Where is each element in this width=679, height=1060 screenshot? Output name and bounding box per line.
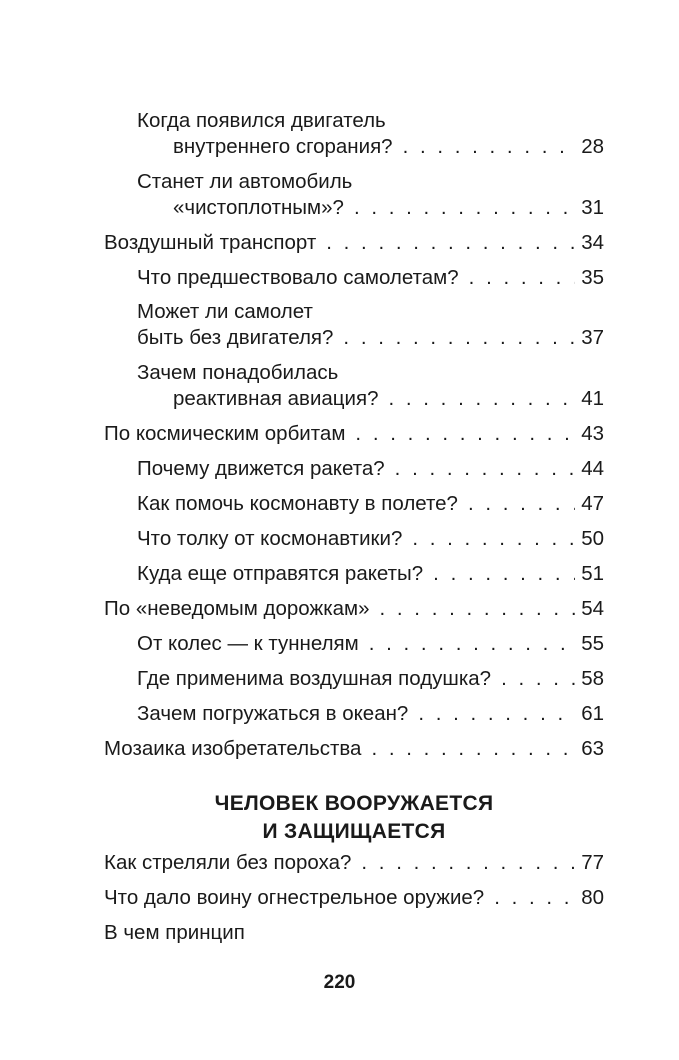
toc-entry-title-line: Когда появился двигатель [137,109,386,132]
dot-leader [354,195,575,221]
toc-entry-title-line: Зачем понадобилась [137,361,339,384]
toc-page-number: 31 [581,196,604,219]
toc-page-number: 80 [581,886,604,909]
toc-entry [137,526,604,552]
toc-entry [137,169,604,221]
toc-entry-title: Где применима воздушная подушка? [137,667,492,690]
toc-page-number: 34 [581,231,604,254]
dot-leader [501,666,575,692]
toc-entry-title: Как помочь космонавту в полете? [137,492,458,515]
page-number: 220 [323,972,356,993]
toc-entry-title: В чем принцип [104,921,245,944]
dot-leader [343,325,575,351]
toc-entry [104,920,604,946]
toc-entry [137,491,604,517]
section-heading [104,790,604,846]
section-heading-line: ЧЕЛОВЕК ВООРУЖАЕТСЯ [214,792,494,815]
toc-entry-title: Почему движется ракета? [137,457,385,480]
toc-page-number: 61 [581,702,604,725]
dot-leader [418,701,575,727]
dot-leader [395,456,576,482]
toc-entry-title-line: быть без двигателя? [137,326,334,349]
dot-leader [403,134,576,160]
toc-page-number: 50 [581,527,604,550]
toc-entry [137,360,604,412]
toc-entry [137,456,604,482]
dot-leader [389,386,576,412]
toc-entry [137,299,604,351]
dot-leader [412,526,575,552]
toc-entry-title: Что предшествовало самолетам? [137,266,459,289]
toc-entry-title: Зачем погружаться в океан? [137,702,409,725]
toc-entry-title: Мозаика изобретательства [104,737,362,760]
toc-entry-title-line: реактивная авиация? [173,387,379,410]
dot-leader [469,265,576,291]
dot-leader [371,736,575,762]
toc-entry-title-line: Может ли самолет [137,300,313,323]
toc-page-number: 44 [581,457,604,480]
toc-entry-title: Воздушный транспорт [104,231,317,254]
toc-page-number: 28 [581,135,604,158]
toc-page-number: 54 [581,597,604,620]
dot-leader [380,596,576,622]
section-heading-line: И ЗАЩИЩАЕТСЯ [262,820,446,843]
toc-page-number: 47 [581,492,604,515]
toc-page-number: 63 [581,737,604,760]
dot-leader [369,631,575,657]
dot-leader [433,561,575,587]
toc-page-number: 58 [581,667,604,690]
toc-entry [137,265,604,291]
toc-page-number: 55 [581,632,604,655]
toc-page-number: 51 [581,562,604,585]
toc-entry [104,230,604,256]
toc-page-number: 77 [581,851,604,874]
toc-entry [104,885,604,911]
toc-entry [104,421,604,447]
toc-entry [104,736,604,762]
toc-entry-title: По «неведомым дорожкам» [104,597,370,620]
toc-entry-title: Что толку от космонавтики? [137,527,403,550]
toc-entry-title: От колес — к туннелям [137,632,359,655]
toc-entry-title: Что дало воину огнестрельное оружие? [104,886,485,909]
toc-page-number: 43 [581,422,604,445]
toc-entry-title: Куда еще отправятся ракеты? [137,562,424,585]
toc-entry [137,631,604,657]
toc-entry [104,850,604,876]
dot-leader [468,491,575,517]
toc-entry-title-line: «чистоплотным»? [173,196,344,219]
dot-leader [494,885,575,911]
toc-entry-title-line: Станет ли автомобиль [137,170,353,193]
toc-page-number: 37 [581,326,604,349]
toc-entry [104,596,604,622]
dot-leader [355,421,575,447]
toc-entry-title-line: внутреннего сгорания? [173,135,393,158]
toc-entry-title: По космическим орбитам [104,422,346,445]
dot-leader [326,230,575,256]
toc-entry [137,701,604,727]
toc-entry [137,561,604,587]
toc-page-number: 41 [581,387,604,410]
dot-leader [361,850,575,876]
toc-entry [137,108,604,160]
toc-page-number: 35 [581,266,604,289]
toc-entry [137,666,604,692]
toc-entry-title: Как стреляли без пороха? [104,851,352,874]
